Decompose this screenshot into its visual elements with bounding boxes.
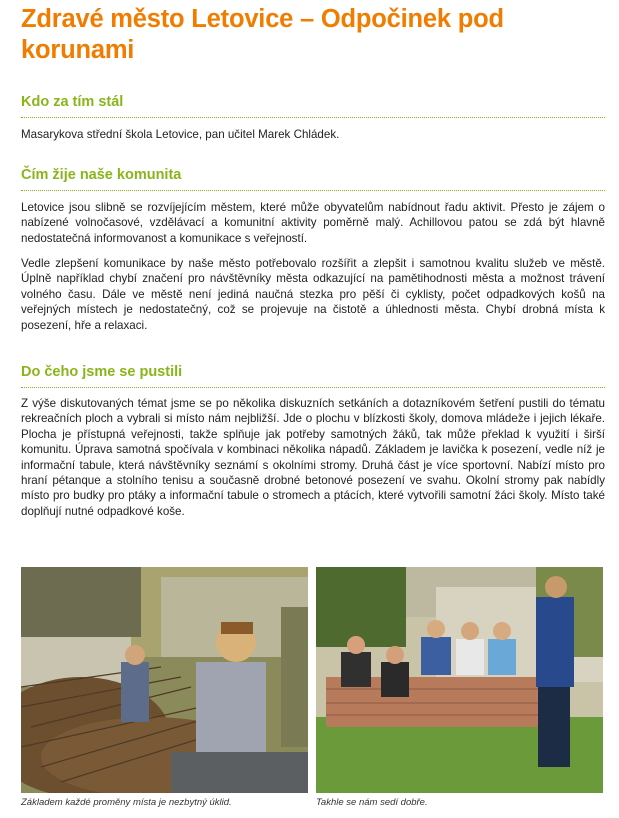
section-paragraph: Masarykova střední škola Letovice, pan učitel Marek Chládek. <box>21 128 340 141</box>
photo-caption: Takhle se nám sedí dobře. <box>316 797 428 808</box>
section-heading-what-we-did: Do čeho jsme se pustili <box>21 364 183 380</box>
section-divider <box>21 117 605 118</box>
section-paragraph: Vedle zlepšení komunikace by naše město potřebovalo rozšířit a zlepšit i samotnou kvalitu služeb ve městě. Úplně například chybí značení pro návštěvníky města odkazující na pamětihodnosti města a možnost trávení volného času. Dále ve městě není jediná naučná stezka pro pěší či cyklisty, počet odpadkových košů na veřejných místech je nedostatečný, což se projevuje na čistotě a úhlednosti města. Chybí drobná místa k posezení, hře a relaxaci. <box>21 257 605 332</box>
section-heading-community: Čím žije naše komunita <box>21 167 182 183</box>
section-divider <box>21 387 605 388</box>
page-title: Zdravé město Letovice – Odpočinek pod korunami <box>21 5 504 64</box>
section-paragraph: Z výše diskutovaných témat jsme se po několika diskuzních setkáních a dotazníkovém šetření pustili do tématu rekreačních ploch a vybrali si místo nám nejbližší. Jde o plochu v blízkosti školy, domova mládeže i jejich lékaře. Plocha je přístupná veřejnosti, takže splňuje jak potřeby samotných žáků, tak může překlad k využití i širší komunitu. Úprava samotná spočívala v kombinaci několika nápadů. Základem je lavička k posezení, vedle níž je informační tabule, která návštěvníky seznámí s okolními stromy. Druhá část je více sportovní. Nabízí místo pro hraní pétanque a stolního tenisu a současně drobné betonové posezení ve svahu. Okolní stromy pak nabídly místo pro budky pro ptáky a informační tabule o stromech a ptácích, které vytvořili samotní žáci školy. Místo také doplňují nutné odpadkové koše. <box>21 397 605 518</box>
section-heading-who: Kdo za tím stál <box>21 94 124 110</box>
section-paragraph: Letovice jsou slibně se rozvíjejícím městem, které může obyvatelům nabídnout řadu aktivit. Přesto je zájem o nabízené volnočasové, vzdělávací a komunitní aktivity poměrně malý. Achillovou patou se zdá být hlavně nedostatečná informovanost a komunikace s veřejností. <box>21 201 605 245</box>
photo-cleanup <box>21 567 308 793</box>
photo-caption: Základem každé proměny místa je nezbytný úklid. <box>21 797 232 808</box>
section-divider <box>21 190 605 191</box>
photo-sitting <box>316 567 603 793</box>
